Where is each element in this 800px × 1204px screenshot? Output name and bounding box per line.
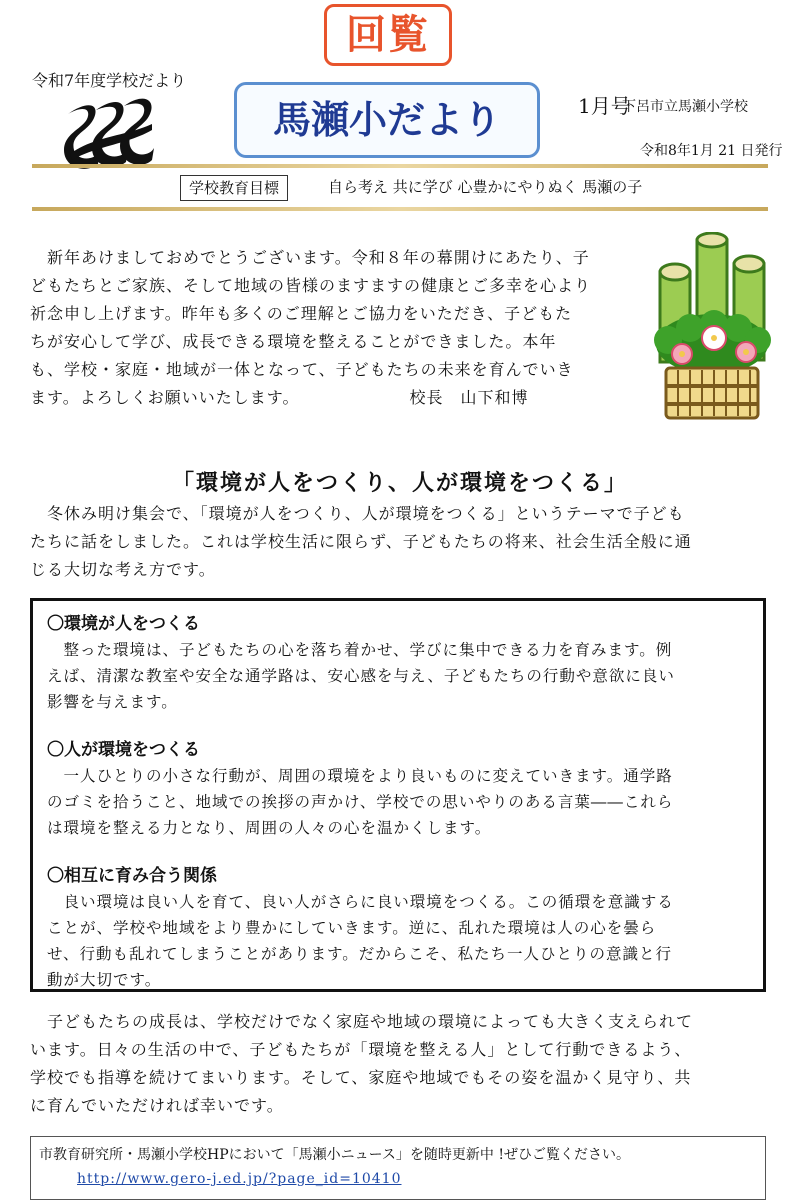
point-line: 良い環境は良い人を育て、良い人がさらに良い環境をつくる。この循環を意識する — [47, 893, 674, 911]
goal-text: 自ら考え 共に学び 心豊かにやりぬく 馬瀬の子 — [328, 178, 643, 196]
greeting-line: 祈念申し上げます。昨年も多くのご理解とご協力をいただき、子どもた — [30, 304, 573, 323]
point-body — [47, 889, 751, 993]
closing-line: に育んでいただければ幸いです。 — [30, 1096, 284, 1115]
circulation-stamp: 回覧 — [324, 4, 452, 66]
greeting-line: どもたちとご家族、そして地域の皆様のますますの健康とご多幸を心より — [30, 276, 592, 295]
top-divider — [32, 164, 768, 168]
closing-line: 学校でも指導を続けてまいります。そして、家庭や地域でもその姿を温かく見守り、共 — [30, 1068, 692, 1087]
kadomatsu-illustration — [652, 232, 772, 422]
school-website-link[interactable]: http://www.gero-j.ed.jp/?page_id=10410 — [77, 1171, 402, 1187]
closing-line: います。日々の生活の中で、子どもたちが「環境を整える人」として行動できるよう、 — [30, 1040, 692, 1059]
key-points-box — [30, 598, 766, 992]
intro-line: たちに話をしました。これは学校生活に限らず、子どもたちの将来、社会生活全般に通 — [30, 532, 692, 551]
principal-signature: 校長 山下和博 — [409, 388, 529, 407]
intro-paragraph — [30, 500, 770, 584]
greeting-line: 新年あけましておめでとうございます。令和８年の幕開けにあたり、子 — [30, 248, 590, 267]
greeting-paragraph — [30, 244, 644, 412]
website-notice: 市教育研究所・馬瀬小学校HPにおいて「馬瀬小ニュース」を随時更新中 !ぜひご覧ください。 — [39, 1147, 631, 1163]
series-label: 令和7年度学校だより — [32, 71, 187, 90]
point-body — [47, 637, 751, 715]
intro-line: じる大切な考え方です。 — [30, 560, 216, 579]
section-headline: 「環境が人をつくり、人が環境をつくる」 — [171, 470, 628, 496]
school-name: 下呂市立馬瀬小学校 — [622, 99, 748, 115]
point-heading: 〇人が環境をつくる — [47, 740, 200, 760]
point-line: 影響を与えます。 — [47, 693, 178, 711]
point-line: ことが、学校や地域をより豊かにしていきます。逆に、乱れた環境は人の心を曇ら — [47, 919, 657, 937]
greeting-line: ちが安心して学び、成長できる環境を整えることができました。本年 — [30, 332, 557, 351]
greeting-line: ます。よろしくお願いいたします。 — [30, 388, 300, 407]
point-line: 整った環境は、子どもたちの心を落ち着かせ、学びに集中できる力を育みます。例 — [47, 641, 673, 659]
point-line: 動が大切です。 — [47, 971, 162, 989]
publish-date: 令和8年1月 21 日発行 — [640, 143, 783, 159]
point-heading: 〇環境が人をつくる — [47, 614, 200, 634]
goal-label: 学校教育目標 — [180, 175, 288, 201]
point-line: 一人ひとりの小さな行動が、周囲の環境をより良いものに変えていきます。通学路 — [47, 767, 673, 785]
point-body — [47, 763, 751, 841]
newsletter-title: 馬瀬小だより — [234, 82, 540, 158]
point-line: せ、行動も乱れてしまうことがあります。だからこそ、私たち一人ひとりの意識と行 — [47, 945, 672, 963]
greeting-line: も、学校・家庭・地域が一体となって、子どもたちの未来を育んでいき — [30, 360, 574, 379]
point-line: のゴミを拾うこと、地域での挨拶の声かけ、学校での思いやりのある言葉――これら — [47, 793, 674, 811]
closing-paragraph — [30, 1008, 770, 1120]
closing-line: 子どもたちの成長は、学校だけでなく家庭や地域の環境によっても大きく支えられて — [30, 1012, 694, 1031]
point-heading: 〇相互に育み合う関係 — [47, 866, 217, 886]
header-divider — [32, 207, 768, 211]
website-notice-box — [30, 1136, 766, 1200]
point-line: えば、清潔な教室や安全な通学路は、安心感を与え、子どもたちの行動や意欲に良い — [47, 667, 675, 685]
point-line: は環境を整える力となり、周囲の人々の心を温かくします。 — [47, 819, 492, 837]
intro-line: 冬休み明け集会で、「環境が人をつくり、人が環境をつくる」というテーマで子ども — [30, 504, 685, 523]
issue-label: 1月号 — [578, 94, 631, 118]
